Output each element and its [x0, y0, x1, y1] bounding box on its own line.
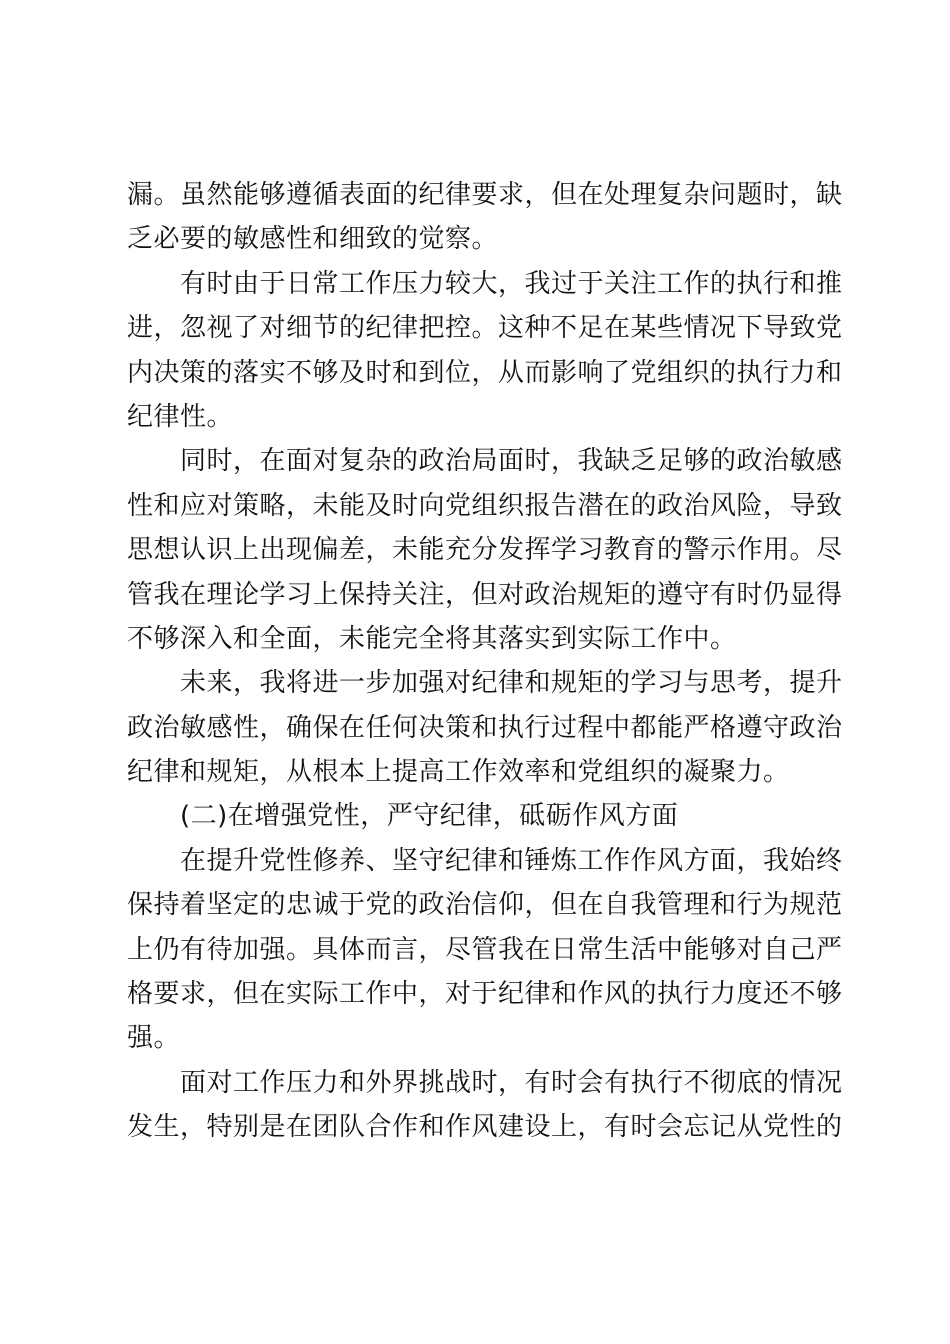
paragraph: [127, 262, 843, 440]
paragraph: [127, 173, 843, 262]
paragraph: [127, 439, 843, 661]
text-line: 保持着坚定的忠诚于党的政治信仰，但在自我管理和行为规范: [127, 890, 843, 921]
heading-line: (二)在增强党性，严守纪律，砥砺作风方面: [127, 801, 679, 832]
text-line: 纪律和规矩，从根本上提高工作效率和党组织的凝聚力。: [127, 757, 790, 788]
text-line: 在提升党性修养、坚守纪律和锤炼工作作风方面，我始终: [127, 845, 843, 876]
text-line: 管我在理论学习上保持关注，但对政治规矩的遵守有时仍显得: [127, 579, 843, 610]
text-line: 性和应对策略，未能及时向党组织报告潜在的政治风险，导致: [127, 490, 843, 521]
text-line: 漏。虽然能够遵循表面的纪律要求，但在处理复杂问题时，缺: [127, 180, 843, 210]
text-line: 进，忽视了对细节的纪律把控。这种不足在某些情况下导致党: [127, 313, 843, 344]
text-line: 强。: [127, 1023, 181, 1054]
text-line: 格要求，但在实际工作中，对于纪律和作风的执行力度还不够: [127, 979, 843, 1010]
text-line: 内决策的落实不够及时和到位，从而影响了党组织的执行力和: [127, 357, 843, 388]
text-line: 面对工作压力和外界挑战时，有时会有执行不彻底的情况: [127, 1067, 843, 1098]
paragraph: [127, 839, 843, 1061]
text-line: 思想认识上出现偏差，未能充分发挥学习教育的警示作用。尽: [127, 535, 843, 566]
document-body: [127, 173, 843, 1150]
text-line: 上仍有待加强。具体而言，尽管我在日常生活中能够对自己严: [127, 934, 843, 965]
text-line: 未来，我将进一步加强对纪律和规矩的学习与思考，提升: [127, 668, 843, 699]
paragraph: [127, 661, 843, 794]
paragraph: [127, 1061, 843, 1150]
text-line: 发生，特别是在团队合作和作风建设上，有时会忘记从党性的: [127, 1112, 843, 1143]
text-line: 政治敏感性，确保在任何决策和执行过程中都能严格遵守政治: [127, 712, 843, 743]
text-line: 乏必要的敏感性和细致的觉察。: [127, 224, 499, 255]
text-line: 不够深入和全面，未能完全将其落实到实际工作中。: [127, 623, 737, 654]
text-line: 有时由于日常工作压力较大，我过于关注工作的执行和推: [127, 268, 843, 299]
text-line: 同时，在面对复杂的政治局面时，我缺乏足够的政治敏感: [127, 446, 843, 477]
text-line: 纪律性。: [127, 401, 234, 432]
section-heading: [127, 794, 827, 838]
